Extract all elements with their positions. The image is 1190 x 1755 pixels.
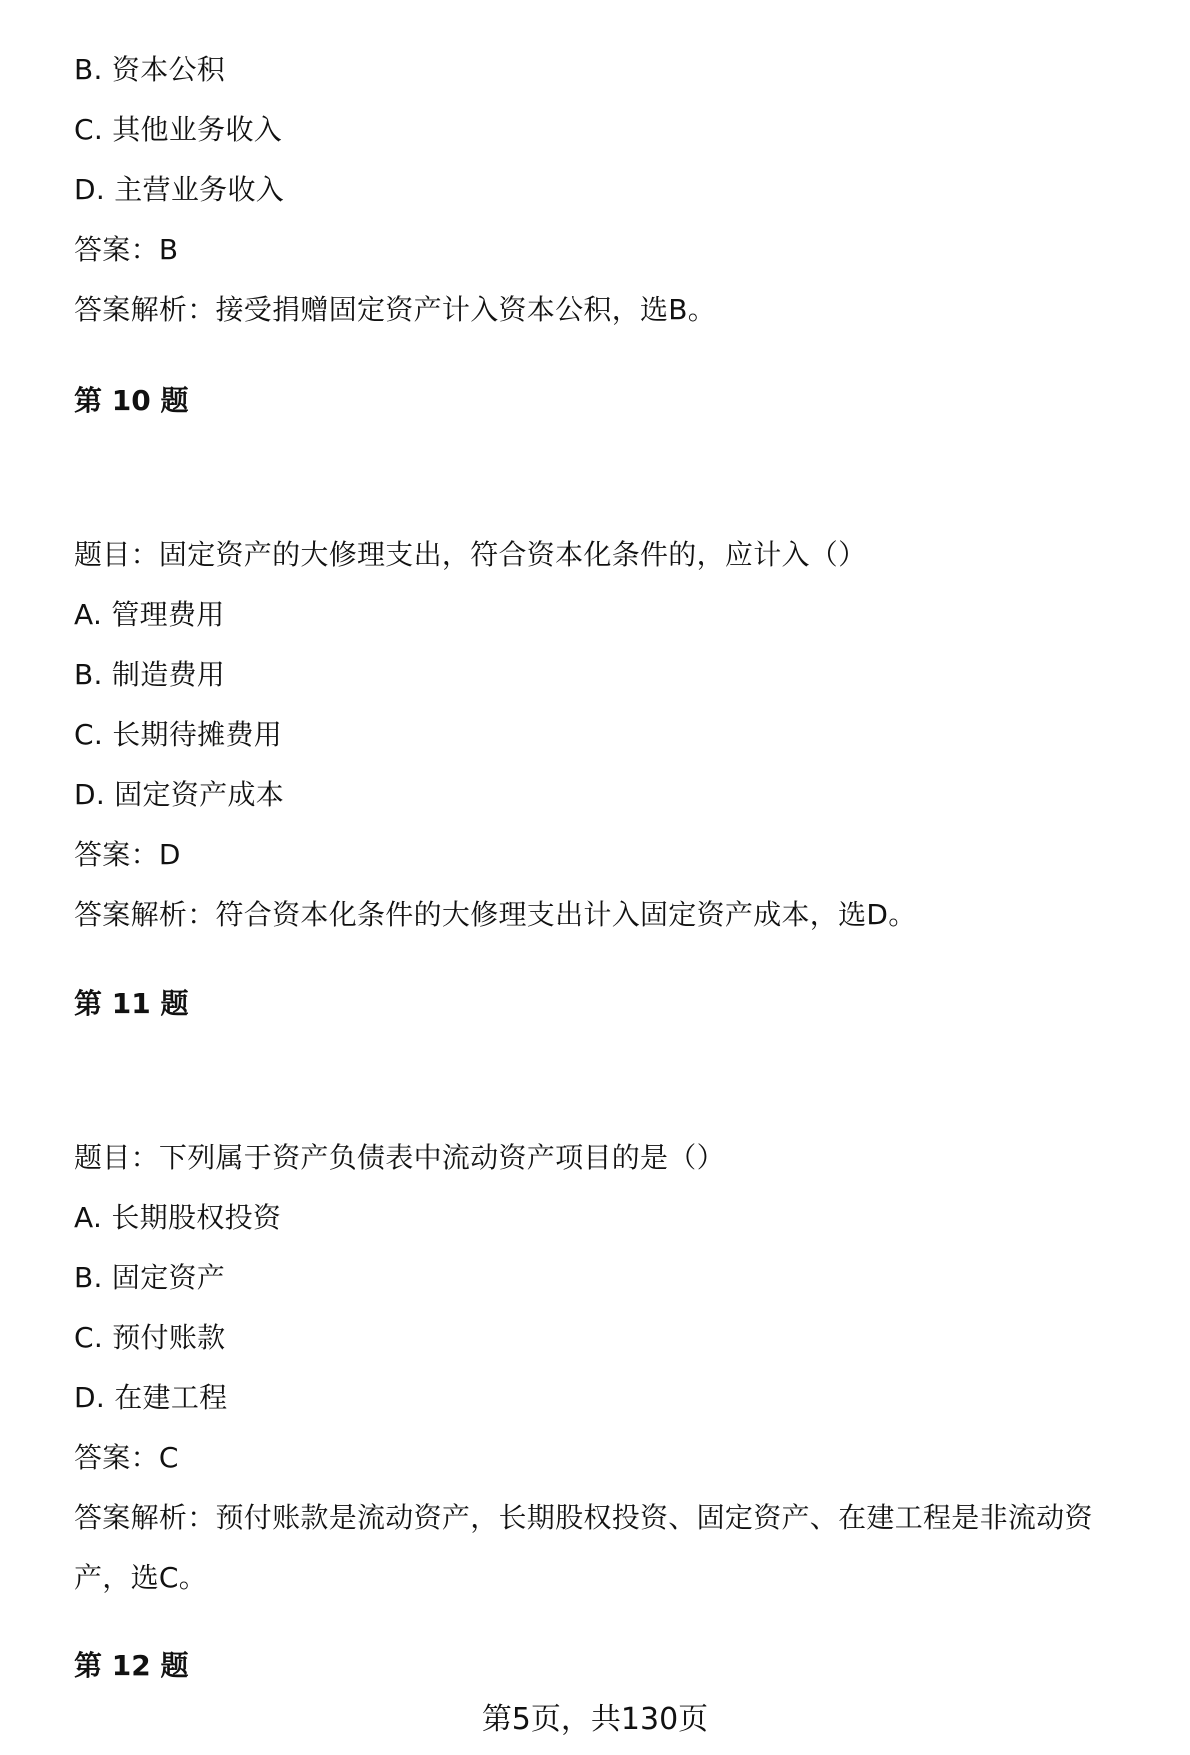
q11-option-d: D. 在建工程	[74, 1381, 228, 1414]
q9-option-d: D. 主营业务收入	[74, 173, 285, 206]
q12-heading: 第 12 题	[74, 1649, 189, 1682]
q10-answer: 答案：D	[74, 838, 181, 871]
q10-option-a: A. 管理费用	[74, 598, 225, 631]
q10-explanation: 答案解析：符合资本化条件的大修理支出计入固定资产成本，选D。	[74, 898, 917, 931]
q10-option-b: B. 制造费用	[74, 658, 226, 691]
q11-explanation-line2: 产，选C。	[74, 1561, 208, 1594]
q10-heading: 第 10 题	[74, 384, 189, 417]
q10-question: 题目：固定资产的大修理支出，符合资本化条件的，应计入（）	[74, 538, 867, 571]
q9-option-b: B. 资本公积	[74, 53, 226, 86]
q11-answer: 答案：C	[74, 1441, 179, 1474]
q11-option-b: B. 固定资产	[74, 1261, 226, 1294]
q9-option-c: C. 其他业务收入	[74, 113, 283, 146]
q10-option-c: C. 长期待摊费用	[74, 718, 283, 751]
q9-answer: 答案：B	[74, 233, 179, 266]
q11-option-a: A. 长期股权投资	[74, 1201, 282, 1234]
q9-explanation: 答案解析：接受捐赠固定资产计入资本公积，选B。	[74, 293, 717, 326]
q10-option-d: D. 固定资产成本	[74, 778, 285, 811]
q11-option-c: C. 预付账款	[74, 1321, 226, 1354]
q11-question: 题目：下列属于资产负债表中流动资产项目的是（）	[74, 1141, 725, 1174]
q11-explanation-line1: 答案解析：预付账款是流动资产，长期股权投资、固定资产、在建工程是非流动资	[74, 1501, 1093, 1534]
page-number-footer: 第5页，共130页	[481, 1702, 709, 1737]
q11-heading: 第 11 题	[74, 987, 189, 1020]
